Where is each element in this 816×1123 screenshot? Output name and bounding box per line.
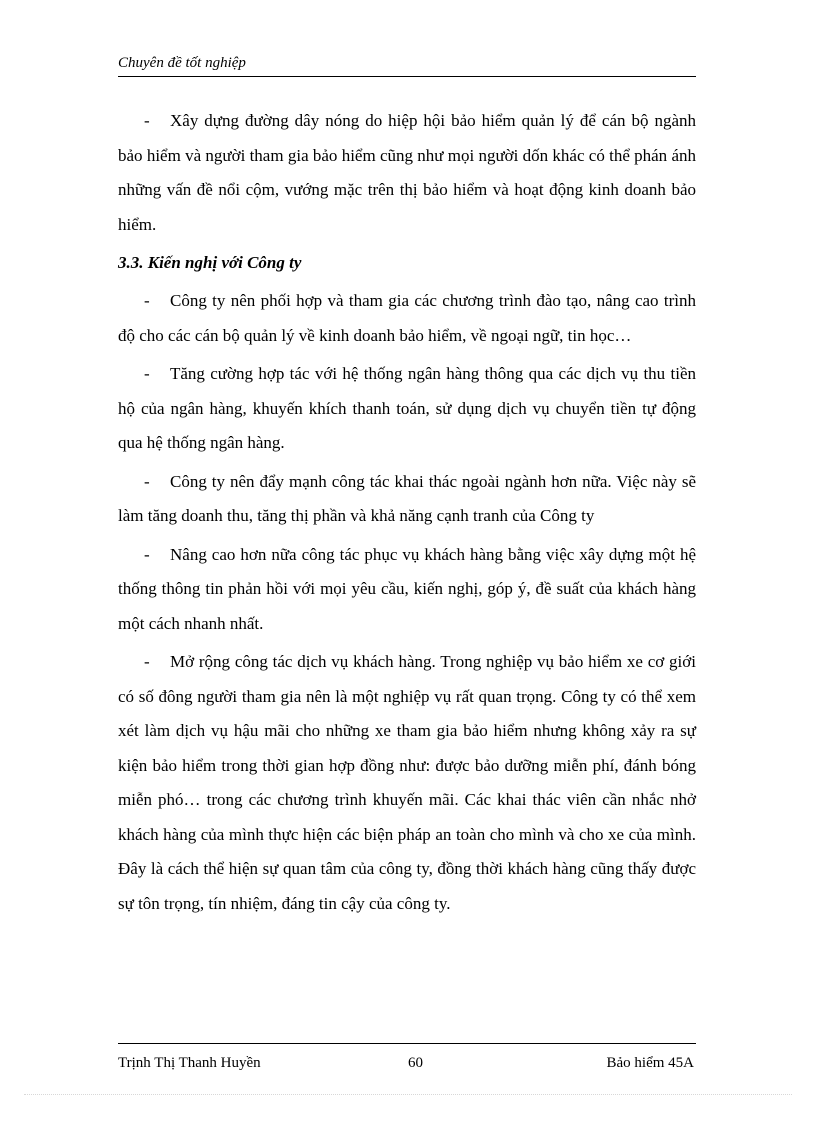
- list-item-text: Công ty nên phối hợp và tham gia các chương trình đào tạo, nâng cao trình độ cho các cán bộ quản lý về kinh doanh bảo hiểm, về ngoại ngữ, tin học…: [118, 291, 696, 345]
- intro-paragraph: [118, 104, 696, 242]
- list-item-text: Công ty nên đẩy mạnh công tác khai thác ngoài ngành hơn nữa. Việc này sẽ làm tăng doanh thu, tăng thị phần và khả năng cạnh tranh của Công ty: [118, 471, 696, 525]
- page-bottom-border: [24, 1094, 792, 1095]
- header-divider: [118, 76, 696, 77]
- bullet-dash: -: [144, 471, 150, 491]
- list-item: [118, 284, 696, 353]
- bullet-dash: -: [144, 111, 150, 130]
- list-item: [118, 645, 696, 921]
- paragraph-text: Xây dựng đường dây nóng do hiệp hội bảo hiểm quản lý để cán bộ ngành bảo hiểm và người tham gia bảo hiểm cũng như mọi người dốn khác có thể phán ánh những vấn đề nổi cộm, vướng mặc trên thị bảo hiểm và hoạt động kinh doanh bảo hiểm.: [118, 111, 696, 234]
- page-number: 60: [408, 1055, 423, 1071]
- page-header: [118, 52, 696, 74]
- footer-class: Bảo hiểm 45A: [606, 1055, 694, 1071]
- page-body: [118, 104, 696, 925]
- footer-author: Trịnh Thị Thanh Huyền: [118, 1055, 261, 1071]
- page-footer: [118, 1052, 696, 1074]
- list-item: [118, 538, 696, 642]
- bullet-dash: -: [144, 364, 150, 383]
- bullet-dash: -: [144, 544, 150, 564]
- list-item-text: Nâng cao hơn nữa công tác phục vụ khách hàng bằng việc xây dựng một hệ thống thông tin phản hồi với mọi yêu cầu, kiến nghị, góp ý, đề suất của khách hàng một cách nhanh nhất.: [118, 544, 696, 633]
- document-title: Chuyên đề tốt nghiệp: [118, 55, 246, 71]
- list-item: [118, 465, 696, 534]
- bullet-dash: -: [144, 652, 150, 671]
- bullet-dash: -: [144, 291, 150, 310]
- footer-divider: [118, 1043, 696, 1044]
- list-item-text: Tăng cường hợp tác với hệ thống ngân hàng thông qua các dịch vụ thu tiền hộ của ngân hàng, khuyến khích thanh toán, sử dụng dịch vụ chuyển tiền tự động qua hệ thống ngân hàng.: [118, 364, 696, 452]
- list-item: [118, 357, 696, 461]
- list-item-text: Mở rộng công tác dịch vụ khách hàng. Trong nghiệp vụ bảo hiểm xe cơ giới có số đông người tham gia nên là một nghiệp vụ rất quan trọng. Công ty có thể xem xét làm dịch vụ hậu mãi cho những xe tham gia bảo hiểm nhưng không xảy ra sự kiện bảo hiểm trong thời gian hợp đồng như: được bảo dưỡng miễn phí, đánh bóng miễn phó… trong các chương trình khuyến mãi. Các khai thác viên cần nhắc nhở khách hàng của mình thực hiện các biện pháp an toàn cho mình và cho xe của mình. Đây là cách thể hiện sự quan tâm của công ty, đồng thời khách hàng cũng thấy được sự tôn trọng, tín nhiệm, đáng tin cậy của công ty.: [118, 652, 696, 913]
- section-heading: 3.3. Kiến nghị với Công ty: [118, 253, 302, 272]
